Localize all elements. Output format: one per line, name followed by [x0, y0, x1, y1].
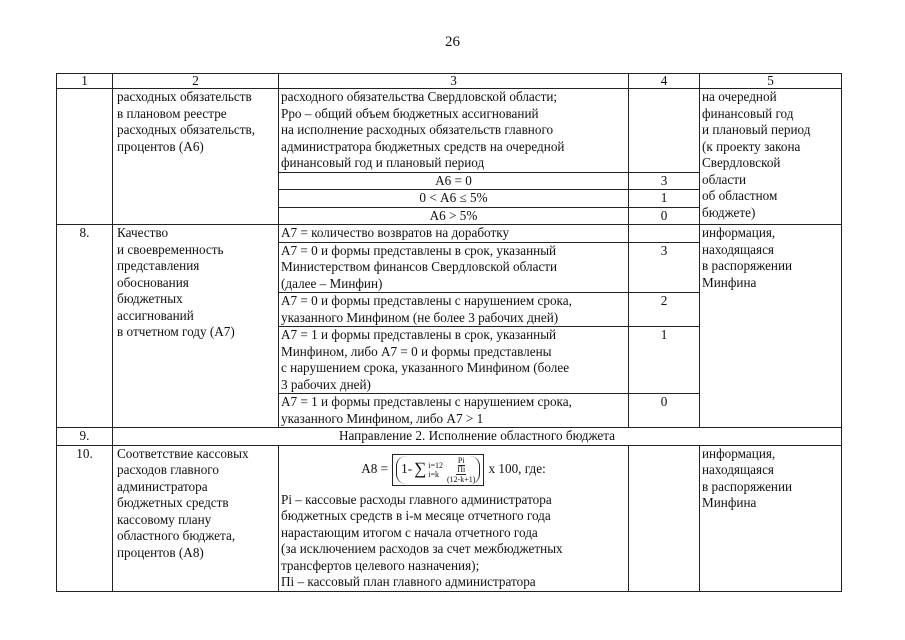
formula-inner-denominator: Пi [457, 464, 466, 474]
criterion-cell [113, 225, 279, 428]
score-cell [629, 445, 700, 591]
criterion-line: процентов (А6) [117, 138, 204, 154]
formula-denominator: (12-k+1) [446, 474, 476, 484]
row-number-cell: 9. [57, 428, 113, 446]
method-line: расходного обязательства Свердловской области; [281, 89, 558, 104]
source-cell [700, 89, 842, 225]
score-cell: 2 [629, 293, 700, 327]
header-col-1: 1 [57, 74, 113, 89]
definition-cell: А7 = количество возвратов на доработку [279, 225, 629, 243]
score-cell: 1 [629, 190, 700, 208]
method-line: (за исключением расходов за счет межбюджетных [281, 541, 563, 556]
method-line: нарастающим итогом с начала отчетного года [281, 524, 538, 540]
score-cell: 1 [629, 327, 700, 394]
method-line: Pi – кассовые расходы главного администратора [281, 491, 552, 507]
criteria-table [56, 73, 842, 592]
source-line: в распоряжении [702, 478, 793, 494]
source-line: Минфина [702, 495, 757, 510]
formula-upper-limit: i=12 [428, 460, 443, 470]
source-line: финансовый год [702, 105, 794, 121]
formula-lower-limit: i=k [428, 469, 439, 479]
criterion-line: Качество [117, 225, 169, 240]
score-cell: 3 [629, 172, 700, 190]
condition-line: (далее – Минфин) [281, 275, 383, 291]
condition-cell [279, 394, 629, 428]
row-number-cell: 10. [57, 445, 113, 591]
criterion-line: и своевременность [117, 241, 224, 257]
method-cell [279, 89, 629, 173]
score-cell [629, 225, 700, 243]
condition-line: Министерством финансов Свердловской области [281, 259, 558, 274]
condition-cell [279, 242, 629, 293]
section-title: Направление 2. Исполнение областного бюджета [113, 428, 842, 446]
condition-line: с нарушением срока, указанного Минфином (более [281, 360, 570, 375]
source-line: информация, [702, 225, 776, 240]
source-line: на очередной [702, 89, 777, 104]
source-line: (к проекту закона [702, 138, 801, 154]
method-line: бюджетных средств в i-м месяце отчетного года [281, 508, 551, 523]
condition-cell: А6 > 5% [279, 207, 629, 225]
source-line: информация, [702, 445, 776, 461]
criterion-line: в плановом реестре [117, 105, 227, 121]
header-col-5: 5 [700, 74, 842, 89]
formula-paren [396, 456, 480, 484]
method-line: финансовый год и плановый период [281, 155, 485, 170]
condition-line: А7 = 0 и формы представлены в срок, указанный [281, 242, 557, 258]
condition-line: указанного Минфином (не более 3 рабочих дней) [281, 309, 559, 325]
row-number-cell [57, 89, 113, 225]
formula-limits [428, 461, 443, 479]
criterion-line: областного бюджета, [117, 528, 236, 543]
source-line: бюджете) [702, 204, 756, 220]
formula-sigma: ∑ [414, 459, 427, 479]
condition-line: А7 = 1 и формы представлены с нарушением срока, [281, 394, 572, 409]
condition-line: Минфином, либо А7 = 0 и формы представлены [281, 343, 552, 359]
condition-cell [279, 293, 629, 327]
score-cell: 0 [629, 394, 700, 428]
row-number-cell: 8. [57, 225, 113, 428]
source-line: находящаяся [702, 462, 774, 477]
header-col-2: 2 [113, 74, 279, 89]
method-line: на исполнение расходных обязательств главного [281, 122, 554, 137]
header-col-4: 4 [629, 74, 700, 89]
criterion-line: расходов главного [117, 462, 219, 477]
criterion-line: бюджетных средств [117, 495, 229, 510]
source-line: находящаяся [702, 241, 774, 257]
criterion-cell [113, 89, 279, 225]
condition-cell: 0 < А6 ≤ 5% [279, 190, 629, 208]
method-cell [279, 445, 629, 591]
condition-cell [279, 327, 629, 394]
table-row [57, 445, 842, 591]
condition-line: А7 = 0 и формы представлены с нарушением срока, [281, 293, 572, 308]
source-line: в распоряжении [702, 258, 793, 273]
criterion-line: расходных обязательств, [117, 122, 256, 137]
criterion-line: администратора [117, 478, 208, 494]
method-line: Рро – общий объем бюджетных ассигнований [281, 105, 539, 121]
table-row [57, 89, 842, 173]
table-row [57, 225, 842, 243]
formula-inner-numerator: Pi [457, 455, 465, 465]
formula-numerator [456, 456, 466, 475]
source-cell [700, 225, 842, 428]
criterion-line: Соответствие кассовых [117, 445, 249, 461]
score-cell: 0 [629, 207, 700, 225]
criterion-line: кассовому плану [117, 511, 212, 527]
source-line: Минфина [702, 274, 757, 290]
condition-line: указанного Минфином, либо А7 > 1 [281, 410, 484, 426]
condition-line: А7 = 1 и формы представлены в срок, указанный [281, 327, 557, 342]
criterion-line: представления [117, 258, 200, 273]
source-line: об областном [702, 188, 778, 203]
criterion-line: бюджетных [117, 291, 183, 306]
criterion-cell [113, 445, 279, 591]
section-row [57, 428, 842, 446]
criterion-line: процентов (А8) [117, 544, 204, 560]
condition-cell: А6 = 0 [279, 172, 629, 190]
source-line: и плановый период [702, 122, 811, 137]
header-col-3: 3 [279, 74, 629, 89]
formula-abs-bracket [392, 454, 484, 486]
formula-lhs: А8 = [361, 461, 389, 477]
formula-inner-fraction [457, 457, 465, 474]
score-cell: 3 [629, 242, 700, 293]
method-line: трансфертов целевого назначения); [281, 557, 480, 573]
score-cell [629, 89, 700, 173]
formula-one: 1- [401, 461, 413, 477]
formula-fraction [447, 456, 476, 484]
page-number: 26 [445, 34, 460, 50]
condition-line: 3 рабочих дней) [281, 376, 371, 392]
criterion-line: обоснования [117, 274, 189, 290]
formula-tail: x 100, где: [488, 461, 546, 477]
source-line: Свердловской [702, 155, 781, 170]
source-line: области [702, 171, 747, 187]
method-line: администратора бюджетных средств на очередной [281, 138, 565, 154]
formula-a8 [281, 446, 626, 492]
criterion-line: в отчетном году (А7) [117, 324, 235, 339]
header-row [57, 74, 842, 89]
method-line: Пi – кассовый план главного администратора [281, 574, 536, 589]
criterion-line: расходных обязательств [117, 89, 252, 104]
criterion-line: ассигнований [117, 307, 194, 323]
source-cell [700, 445, 842, 591]
